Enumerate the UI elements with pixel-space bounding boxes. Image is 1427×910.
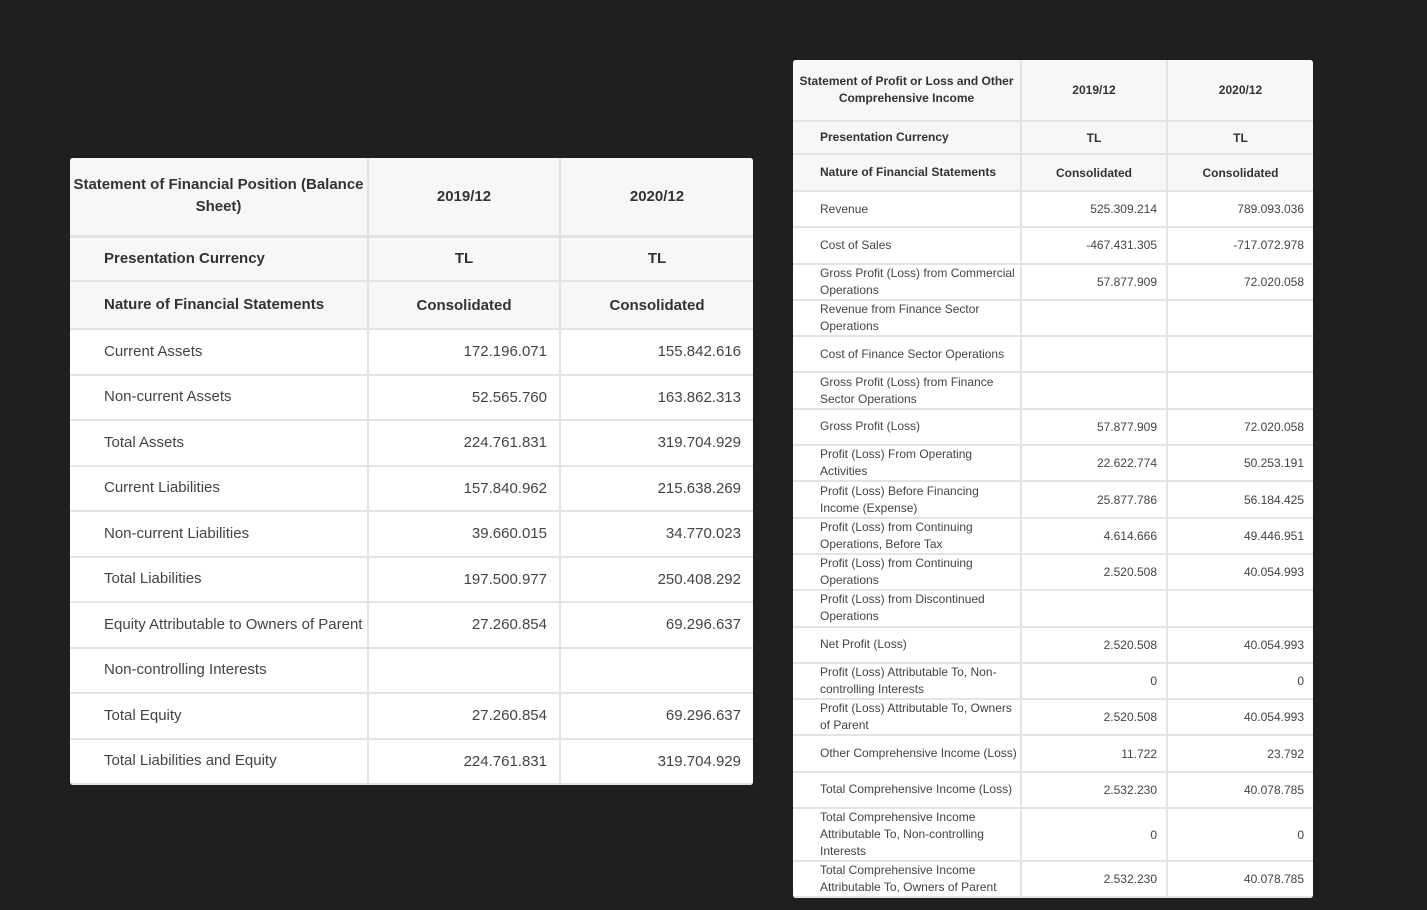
cell-2019: 27.260.854 xyxy=(368,602,560,648)
row-label: Profit (Loss) from Continuing Operations xyxy=(793,554,1021,590)
cell-2020 xyxy=(560,648,753,694)
cell-2020: TL xyxy=(560,236,753,281)
cell-2020: 72.020.058 xyxy=(1167,264,1313,300)
table-row xyxy=(70,739,753,785)
table-row xyxy=(70,420,753,466)
table-row xyxy=(793,481,1313,517)
table-row xyxy=(793,264,1313,300)
row-label: Total Comprehensive Income Attributable To, Owners of Parent xyxy=(793,861,1021,897)
cell-2019: 157.840.962 xyxy=(368,466,560,512)
row-label: Profit (Loss) Attributable To, Owners of Parent xyxy=(793,699,1021,735)
cell-2019: 39.660.015 xyxy=(368,511,560,557)
row-label: Gross Profit (Loss) from Commercial Operations xyxy=(793,264,1021,300)
table-row xyxy=(793,409,1313,445)
cell-2020: 69.296.637 xyxy=(560,693,753,739)
cell-2019: 2.520.508 xyxy=(1021,627,1167,663)
cell-2020: 163.862.313 xyxy=(560,375,753,421)
row-label: Non-current Assets xyxy=(70,375,368,421)
cell-2020: 69.296.637 xyxy=(560,602,753,648)
table-row xyxy=(793,627,1313,663)
cell-2020: 23.792 xyxy=(1167,735,1313,771)
table-row xyxy=(793,735,1313,771)
row-label: Revenue xyxy=(793,191,1021,227)
table-row xyxy=(793,861,1313,897)
cell-2019: 27.260.854 xyxy=(368,693,560,739)
cell-2020: 49.446.951 xyxy=(1167,518,1313,554)
row-label: Profit (Loss) Before Financing Income (Expense) xyxy=(793,481,1021,517)
row-label: Gross Profit (Loss) xyxy=(793,409,1021,445)
cell-2019: Consolidated xyxy=(1021,154,1167,191)
row-label: Presentation Currency xyxy=(70,236,368,281)
row-label: Non-current Liabilities xyxy=(70,511,368,557)
year-header-2019: 2019/12 xyxy=(368,158,560,236)
cell-2019: 224.761.831 xyxy=(368,420,560,466)
cell-2020: 56.184.425 xyxy=(1167,481,1313,517)
row-label: Cost of Sales xyxy=(793,227,1021,263)
table-row xyxy=(70,693,753,739)
cell-2020: 250.408.292 xyxy=(560,557,753,603)
table-row xyxy=(793,372,1313,408)
cell-2019 xyxy=(1021,372,1167,408)
table-row xyxy=(793,445,1313,481)
cell-2020: 319.704.929 xyxy=(560,420,753,466)
row-label: Profit (Loss) from Discontinued Operations xyxy=(793,590,1021,626)
cell-2019: Consolidated xyxy=(368,281,560,329)
profit-loss-title: Statement of Profit or Loss and Other Comprehensive Income xyxy=(793,60,1021,121)
cell-2019: TL xyxy=(1021,121,1167,154)
row-label: Cost of Finance Sector Operations xyxy=(793,336,1021,372)
cell-2020: Consolidated xyxy=(560,281,753,329)
cell-2019 xyxy=(1021,590,1167,626)
cell-2019: 2.520.508 xyxy=(1021,554,1167,590)
cell-2020: 155.842.616 xyxy=(560,329,753,375)
cell-2019: 2.520.508 xyxy=(1021,699,1167,735)
balance-sheet-title: Statement of Financial Position (Balance Sheet) xyxy=(70,158,368,236)
presentation-currency-row xyxy=(793,121,1313,154)
cell-2019 xyxy=(1021,300,1167,336)
table-row xyxy=(793,808,1313,861)
table-row xyxy=(793,590,1313,626)
row-label: Total Liabilities xyxy=(70,557,368,603)
cell-2019: 57.877.909 xyxy=(1021,409,1167,445)
cell-2020: TL xyxy=(1167,121,1313,154)
row-label: Total Liabilities and Equity xyxy=(70,739,368,785)
row-label: Non-controlling Interests xyxy=(70,648,368,694)
table-row xyxy=(70,511,753,557)
cell-2020 xyxy=(1167,336,1313,372)
row-label: Profit (Loss) from Continuing Operations, Before Tax xyxy=(793,518,1021,554)
row-label: Net Profit (Loss) xyxy=(793,627,1021,663)
row-label: Total Assets xyxy=(70,420,368,466)
cell-2020: 40.078.785 xyxy=(1167,772,1313,808)
row-label: Total Equity xyxy=(70,693,368,739)
cell-2020: 50.253.191 xyxy=(1167,445,1313,481)
row-label: Presentation Currency xyxy=(793,121,1021,154)
table-row xyxy=(793,663,1313,699)
row-label: Nature of Financial Statements xyxy=(793,154,1021,191)
cell-2020 xyxy=(1167,590,1313,626)
cell-2020: 0 xyxy=(1167,663,1313,699)
balance-sheet-table xyxy=(70,158,753,785)
cell-2019: 52.565.760 xyxy=(368,375,560,421)
cell-2020: 40.054.993 xyxy=(1167,627,1313,663)
row-label: Other Comprehensive Income (Loss) xyxy=(793,735,1021,771)
cell-2020: 789.093.036 xyxy=(1167,191,1313,227)
row-label: Total Comprehensive Income (Loss) xyxy=(793,772,1021,808)
table-row xyxy=(70,557,753,603)
cell-2019: 2.532.230 xyxy=(1021,861,1167,897)
cell-2019 xyxy=(368,648,560,694)
cell-2020 xyxy=(1167,300,1313,336)
row-label: Gross Profit (Loss) from Finance Sector Operations xyxy=(793,372,1021,408)
cell-2019: 525.309.214 xyxy=(1021,191,1167,227)
table-row xyxy=(793,227,1313,263)
cell-2019: 172.196.071 xyxy=(368,329,560,375)
row-label: Profit (Loss) Attributable To, Non-controlling Interests xyxy=(793,663,1021,699)
cell-2020: 40.054.993 xyxy=(1167,554,1313,590)
table-row xyxy=(793,554,1313,590)
cell-2019: -467.431.305 xyxy=(1021,227,1167,263)
table-row xyxy=(793,336,1313,372)
year-header-2019: 2019/12 xyxy=(1021,60,1167,121)
row-label: Current Liabilities xyxy=(70,466,368,512)
table-row xyxy=(70,648,753,694)
table-row xyxy=(793,772,1313,808)
cell-2020: 40.054.993 xyxy=(1167,699,1313,735)
table-row xyxy=(70,329,753,375)
cell-2020: Consolidated xyxy=(1167,154,1313,191)
table-row xyxy=(793,518,1313,554)
presentation-currency-row xyxy=(70,236,753,281)
row-label: Current Assets xyxy=(70,329,368,375)
cell-2019: 22.622.774 xyxy=(1021,445,1167,481)
nature-row xyxy=(793,154,1313,191)
row-label: Equity Attributable to Owners of Parent xyxy=(70,602,368,648)
cell-2020: 34.770.023 xyxy=(560,511,753,557)
cell-2019: 25.877.786 xyxy=(1021,481,1167,517)
cell-2019: 0 xyxy=(1021,808,1167,861)
profit-loss-table xyxy=(793,60,1313,898)
cell-2019: 11.722 xyxy=(1021,735,1167,771)
cell-2019 xyxy=(1021,336,1167,372)
cell-2020 xyxy=(1167,372,1313,408)
year-header-2020: 2020/12 xyxy=(560,158,753,236)
table-row xyxy=(70,602,753,648)
cell-2019: TL xyxy=(368,236,560,281)
cell-2019: 4.614.666 xyxy=(1021,518,1167,554)
row-label: Revenue from Finance Sector Operations xyxy=(793,300,1021,336)
nature-row xyxy=(70,281,753,329)
year-header-2020: 2020/12 xyxy=(1167,60,1313,121)
table-row xyxy=(70,466,753,512)
cell-2020: 72.020.058 xyxy=(1167,409,1313,445)
cell-2020: 319.704.929 xyxy=(560,739,753,785)
cell-2020: 0 xyxy=(1167,808,1313,861)
table-row xyxy=(793,300,1313,336)
cell-2020: 40.078.785 xyxy=(1167,861,1313,897)
cell-2020: -717.072.978 xyxy=(1167,227,1313,263)
cell-2020: 215.638.269 xyxy=(560,466,753,512)
table-row xyxy=(70,375,753,421)
row-label: Total Comprehensive Income Attributable To, Non-controlling Interests xyxy=(793,808,1021,861)
cell-2019: 57.877.909 xyxy=(1021,264,1167,300)
row-label: Profit (Loss) From Operating Activities xyxy=(793,445,1021,481)
cell-2019: 0 xyxy=(1021,663,1167,699)
row-label: Nature of Financial Statements xyxy=(70,281,368,329)
cell-2019: 2.532.230 xyxy=(1021,772,1167,808)
cell-2019: 224.761.831 xyxy=(368,739,560,785)
cell-2019: 197.500.977 xyxy=(368,557,560,603)
table-row xyxy=(793,699,1313,735)
table-row xyxy=(793,191,1313,227)
